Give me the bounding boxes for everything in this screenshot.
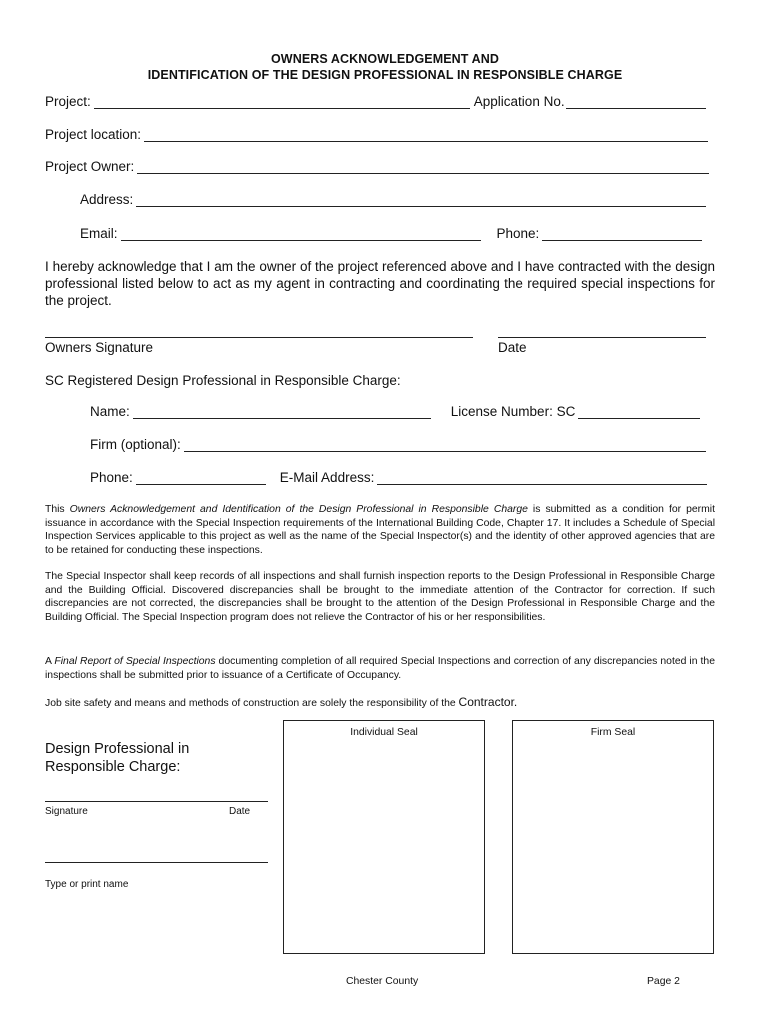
address-field[interactable] <box>136 194 706 207</box>
address-label: Address: <box>80 192 134 207</box>
p3-post: documenting completion of all required Special Inspections and correction of any discrepancies noted in the inspections shall be submitted prior to issuance of a Certificate of Occupancy. <box>45 656 715 681</box>
individual-seal-box[interactable] <box>283 720 485 954</box>
dp-name-label: Name: <box>90 404 130 419</box>
dp-signature-line[interactable] <box>45 801 268 802</box>
paragraph-2: The Special Inspector shall keep records of all inspections and shall furnish inspection reports to the Design Professional in Responsible Charge and the Building Official. Discovered discrepancies shall be brought to the immediate attention of the Contractor for correction. If such discrepancies are not corrected, the discrepancies shall be brought to the attention of the Design Professional in Responsible Charge and the Building Official. The Special Inspection program does not relieve the Contractor of his or her responsibilities. <box>45 571 715 623</box>
project-location-label: Project location: <box>45 127 142 142</box>
title-line-1: OWNERS ACKNOWLEDGEMENT AND <box>270 52 500 66</box>
dp-block-heading <box>45 740 189 776</box>
firm-field[interactable] <box>184 439 706 452</box>
email-label: Email: <box>80 226 118 241</box>
dp-name-field[interactable] <box>133 406 431 419</box>
dp-email-field[interactable] <box>377 472 707 485</box>
application-no-label: Application No. <box>473 94 565 109</box>
project-row <box>45 94 706 109</box>
license-field[interactable] <box>578 406 700 419</box>
project-owner-row <box>45 159 709 174</box>
dp-heading-line-2: Responsible Charge: <box>45 759 181 775</box>
firm-label: Firm (optional): <box>90 437 181 452</box>
p3-pre: A <box>45 656 55 667</box>
p1-pre: This <box>45 504 70 515</box>
individual-seal-label: Individual Seal <box>350 727 418 738</box>
footer-county: Chester County <box>346 976 419 987</box>
owner-date-label: Date <box>498 340 527 355</box>
paragraph-3 <box>45 655 715 682</box>
owner-signature-line[interactable] <box>45 337 473 338</box>
dp-heading-line-1: Design Professional in <box>45 741 190 757</box>
phone-label: Phone: <box>496 226 540 241</box>
dp-phone-field[interactable] <box>136 472 266 485</box>
project-location-field[interactable] <box>144 129 708 142</box>
design-professional-heading: SC Registered Design Professional in Responsible Charge: <box>45 373 401 388</box>
project-location-row <box>45 127 708 142</box>
firm-seal-label: Firm Seal <box>590 727 636 738</box>
p4-contractor: Contractor. <box>458 695 518 709</box>
phone-field[interactable] <box>542 228 702 241</box>
project-owner-field[interactable] <box>137 161 709 174</box>
p3-italic: Final Report of Special Inspections <box>54 656 216 667</box>
project-field[interactable] <box>94 96 470 109</box>
dp-phone-email-row <box>90 470 707 485</box>
project-owner-label: Project Owner: <box>45 159 135 174</box>
email-field[interactable] <box>121 228 481 241</box>
dp-name-row <box>90 404 700 419</box>
application-no-field[interactable] <box>566 96 706 109</box>
paragraph-1 <box>45 503 715 557</box>
p4-pre: Job site safety and means and methods of construction are solely the responsibility of the <box>45 698 459 709</box>
title-line-2: IDENTIFICATION OF THE DESIGN PROFESSIONAL IN RESPONSIBLE CHARGE <box>147 68 623 82</box>
email-phone-row <box>80 226 702 241</box>
owners-signature-label: Owners Signature <box>45 340 154 355</box>
firm-row <box>90 437 706 452</box>
p1-post: is submitted as a condition for permit issuance in accordance with the Special Inspection requirements of the International Building Code, Chapter 17. It includes a Schedule of Special Inspection Services applicable to this project as well as the name of the Special Inspector(s) and the identity of other approved agencies that are to be retained for conducting these inspections. <box>45 504 715 556</box>
acknowledgement-text: I hereby acknowledge that I am the owner of the project referenced above and I have contracted with the design professional listed below to act as my agent in contracting and coordinating the required special inspections for the project. <box>45 259 715 308</box>
dp-date-label: Date <box>229 806 251 817</box>
project-label: Project: <box>45 94 91 109</box>
print-name-label: Type or print name <box>45 879 129 890</box>
footer-page-number: Page 2 <box>647 976 680 987</box>
p1-italic: Owners Acknowledgement and Identification of the Design Professional in Responsible Charge <box>69 504 528 515</box>
print-name-line[interactable] <box>45 862 268 863</box>
owner-date-line[interactable] <box>498 337 706 338</box>
dp-signature-label: Signature <box>45 806 88 817</box>
firm-seal-box[interactable] <box>512 720 714 954</box>
paragraph-4 <box>45 696 715 711</box>
dp-email-label: E-Mail Address: <box>279 470 375 485</box>
address-row <box>80 192 706 207</box>
license-label: License Number: SC <box>450 404 576 419</box>
dp-phone-label: Phone: <box>90 470 133 485</box>
